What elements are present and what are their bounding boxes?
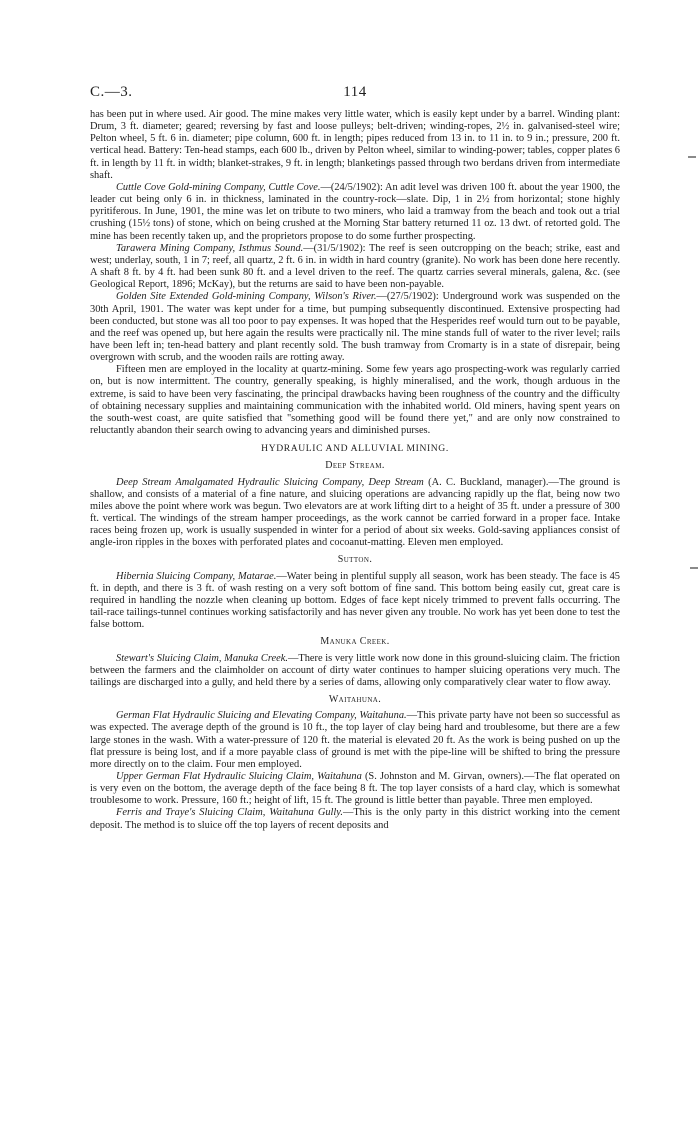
paragraph-text: —This private party have not been so successful as was expected. The average depth of the ground is 10 ft., the top layer of clay being hard and troublesome, but there are a few large stones in the wash. With a water-pressure of 120 ft. the material is elevated 20 ft. As the work is being pushed on up the flat pressure is being lost, and if a more payable class of ground is met with the pipe-line will be shifted to bring the pressure more directly on to the claim. Four men employed. [90,710,620,770]
paragraph-winding-plant: has been put in where used. Air good. The mine makes very little water, which is easily kept under by a barrel. Winding plant: Drum, 3 ft. diameter; geared; reversing by fast and loose pulleys; belt-driven; winding-ropes, 2½ in. galvanised-steel wire; Pelton wheel, 5 ft. 6 in. diameter; pipe column, 600 ft. in length; pipes reduced from 13 in. to 11 in. to 9 in.; pressure, 200 ft. vertical head. Battery: Ten-head stamps, each 600 lb., driven by Pelton wheel, similar to winding-power; tables, copper plates 6 ft. in length by 11 ft. in width; blanket-strakes, 9 ft. in length; blanketings passed through two berdans driven from intermediate shaft. [90,109,621,181]
page-number: 114 [343,84,367,100]
paragraph-deep-stream [90,477,620,550]
company-name: Cuttle Cove Gold-mining Company, Cuttle Cove. [116,181,321,193]
company-name: German Flat Hydraulic Sluicing and Elevating Company, Waitahuna. [116,710,407,722]
paragraph-cuttle-cove [90,182,620,243]
section-heading: HYDRAULIC AND ALLUVIAL MINING. [261,443,449,455]
paragraph-german-flat [90,710,620,771]
document-page [90,84,620,832]
subheading-sutton: Sutton. [337,554,373,566]
subheading-manuka-creek: Manuka Creek. [320,636,390,648]
subheading-waitahuna: Waitahuna. [328,694,382,706]
paragraph-text: —There is very little work now done in this ground-sluicing claim. The friction between the farmers and the claimholder on account of dirty water continues to hamper sluicing operations very much. The tailings are discharged into a gully, and held there by a series of dams, allowing only comparatively clear water to flow away. [90,652,620,688]
company-name: Tarawera Mining Company, Isthmus Sound. [116,242,304,254]
document-body [90,109,620,832]
company-name: Upper German Flat Hydraulic Sluicing Claim, Waitahuna [116,770,362,782]
paragraph-quartz-mining-summary: Fifteen men are employed in the locality at quartz-mining. Some few years ago prospecting-work was regularly carried on, but is now intermittent. The country, generally speaking, is highly mineralised, and the work, though arduous in the extreme, is said to have been very fascinating, the principal drawbacks having been roughness of the country and the difficulty of obtaining necessary supplies and maintaining communication with the inhabited world. Old miners, having spent years on the south-west coast, are quite satisfied that "something good will be found there yet," and are only now constrained to reluctantly abandon their search owing to advancing years and diminished purses. [90,364,620,437]
paragraph-ferris-traye [90,807,620,831]
company-name: Hibernia Sluicing Company, Matarae. [116,570,277,582]
paragraph-hibernia [90,571,620,632]
paragraph-text: (A. C. Buckland, manager).—The ground is shallow, and consists of a material of a fine nature, and sluicing operations are advancing rapidly up the flat, being now two miles above the point where work was begun. Two elevators are at work lifting dirt to a height of 35 ft. under a pressure of 300 ft. vertical. The windings of the stream hamper proceedings, as the work cannot be carried forward in a proper face. Intake races being frozen up, work is usually suspended in winter for a period of about six weeks. Gold-saving appliances consist of angle-iron ripples in the boxes with perforated plates and cocoanut-matting. Eleven men employed. [90,476,620,549]
report-reference: C.—3. [90,84,133,100]
page-header [90,84,620,106]
paragraph-text: (S. Johnston and M. Girvan, owners).—The flat operated on is very even on the bottom, the average depth of the face being 8 ft. The top layer consists of a hard clay, which is somewhat troublesome to work. Pressure, 160 ft.; height of lift, 15 ft. The ground is little better than payable. Three men employed. [90,770,621,807]
company-name: Ferris and Traye's Sluicing Claim, Waitahuna Gully. [116,807,343,819]
paragraph-text: —Water being in plentiful supply all season, work has been steady. The face is 45 ft. in depth, and there is 3 ft. of wash resting on a very soft bottom of fine sand. This bottom being easily cut, great care is required in handling the nozzle when cleaning up bottom. Edges of face kept nicely trimmed to prevent falls occurring. The tail-race tailings-tunnel continues working satisfactorily and has never given any trouble. No work has yet been done to test the false bottom. [90,570,620,631]
company-name: Stewart's Sluicing Claim, Manuka Creek. [116,652,288,664]
paragraph-upper-german-flat [90,771,620,807]
paragraph-text: —(27/5/1902): Underground work was suspended on the 30th April, 1901. The water was kept under for a time, but pumping subsequently discontinued. Extensive prospecting had been conducted, but stone was all too poor to pay expenses. It was hoped that the Hesperides reef would turn out to be payable, and the reef was opened up, but here again the results were practically nil. The mine stands full of water to the river level; rails have been left in; ten-head battery and plant recently sold. The bush tramway from Cromarty is in a state of disrepair, being overgrown with scrub, and the wooden rails are rotting away. [90,291,620,364]
paragraph-stewarts [90,653,620,689]
paragraph-golden-site [90,291,620,364]
company-name: Deep Stream Amalgamated Hydraulic Sluicing Company, Deep Stream [116,476,424,488]
margin-mark-right [688,156,696,158]
paragraph-text: —(24/5/1902): An adit level was driven 100 ft. about the year 1900, the leader cut being only 6 in. in thickness, laminated in the country-rock—slate. Dip, 1 in 2½ from horizontal; stone highly pyritiferous. In June, 1901, the mine was let on tribute to two miners, who laid a tramway from the beach and took out a trial crushing (15½ tons) of stone, which on being crushed at the Morning Star battery returned 11 oz. 13 dwt. of retorted gold. The mine has been recently taken up, and the proprietors propose to do some further prospecting. [90,181,621,242]
margin-mark-right-lower [690,567,698,569]
paragraph-text: —(31/5/1902): The reef is seen outcropping on the beach; strike, east and west; underlay, south, 1 in 7; reef, all quartz, 2 ft. 6 in. in width in hard country (granite). No work has been done here recently. A shaft 8 ft. by 4 ft. had been sunk 80 ft. and a level driven to the reef. The quartz carries several minerals, galena, &c. (see Geological Report, 1896; McKay), but the returns are said to have been non-payable. [90,242,620,291]
paragraph-text: —This is the only party in this district working into the cement deposit. The method is to sluice off the top layers of recent deposits and [90,807,620,831]
company-name: Golden Site Extended Gold-mining Company, Wilson's River. [116,291,377,303]
subheading-deep-stream: Deep Stream. [325,460,385,472]
paragraph-tarawera [90,243,620,292]
